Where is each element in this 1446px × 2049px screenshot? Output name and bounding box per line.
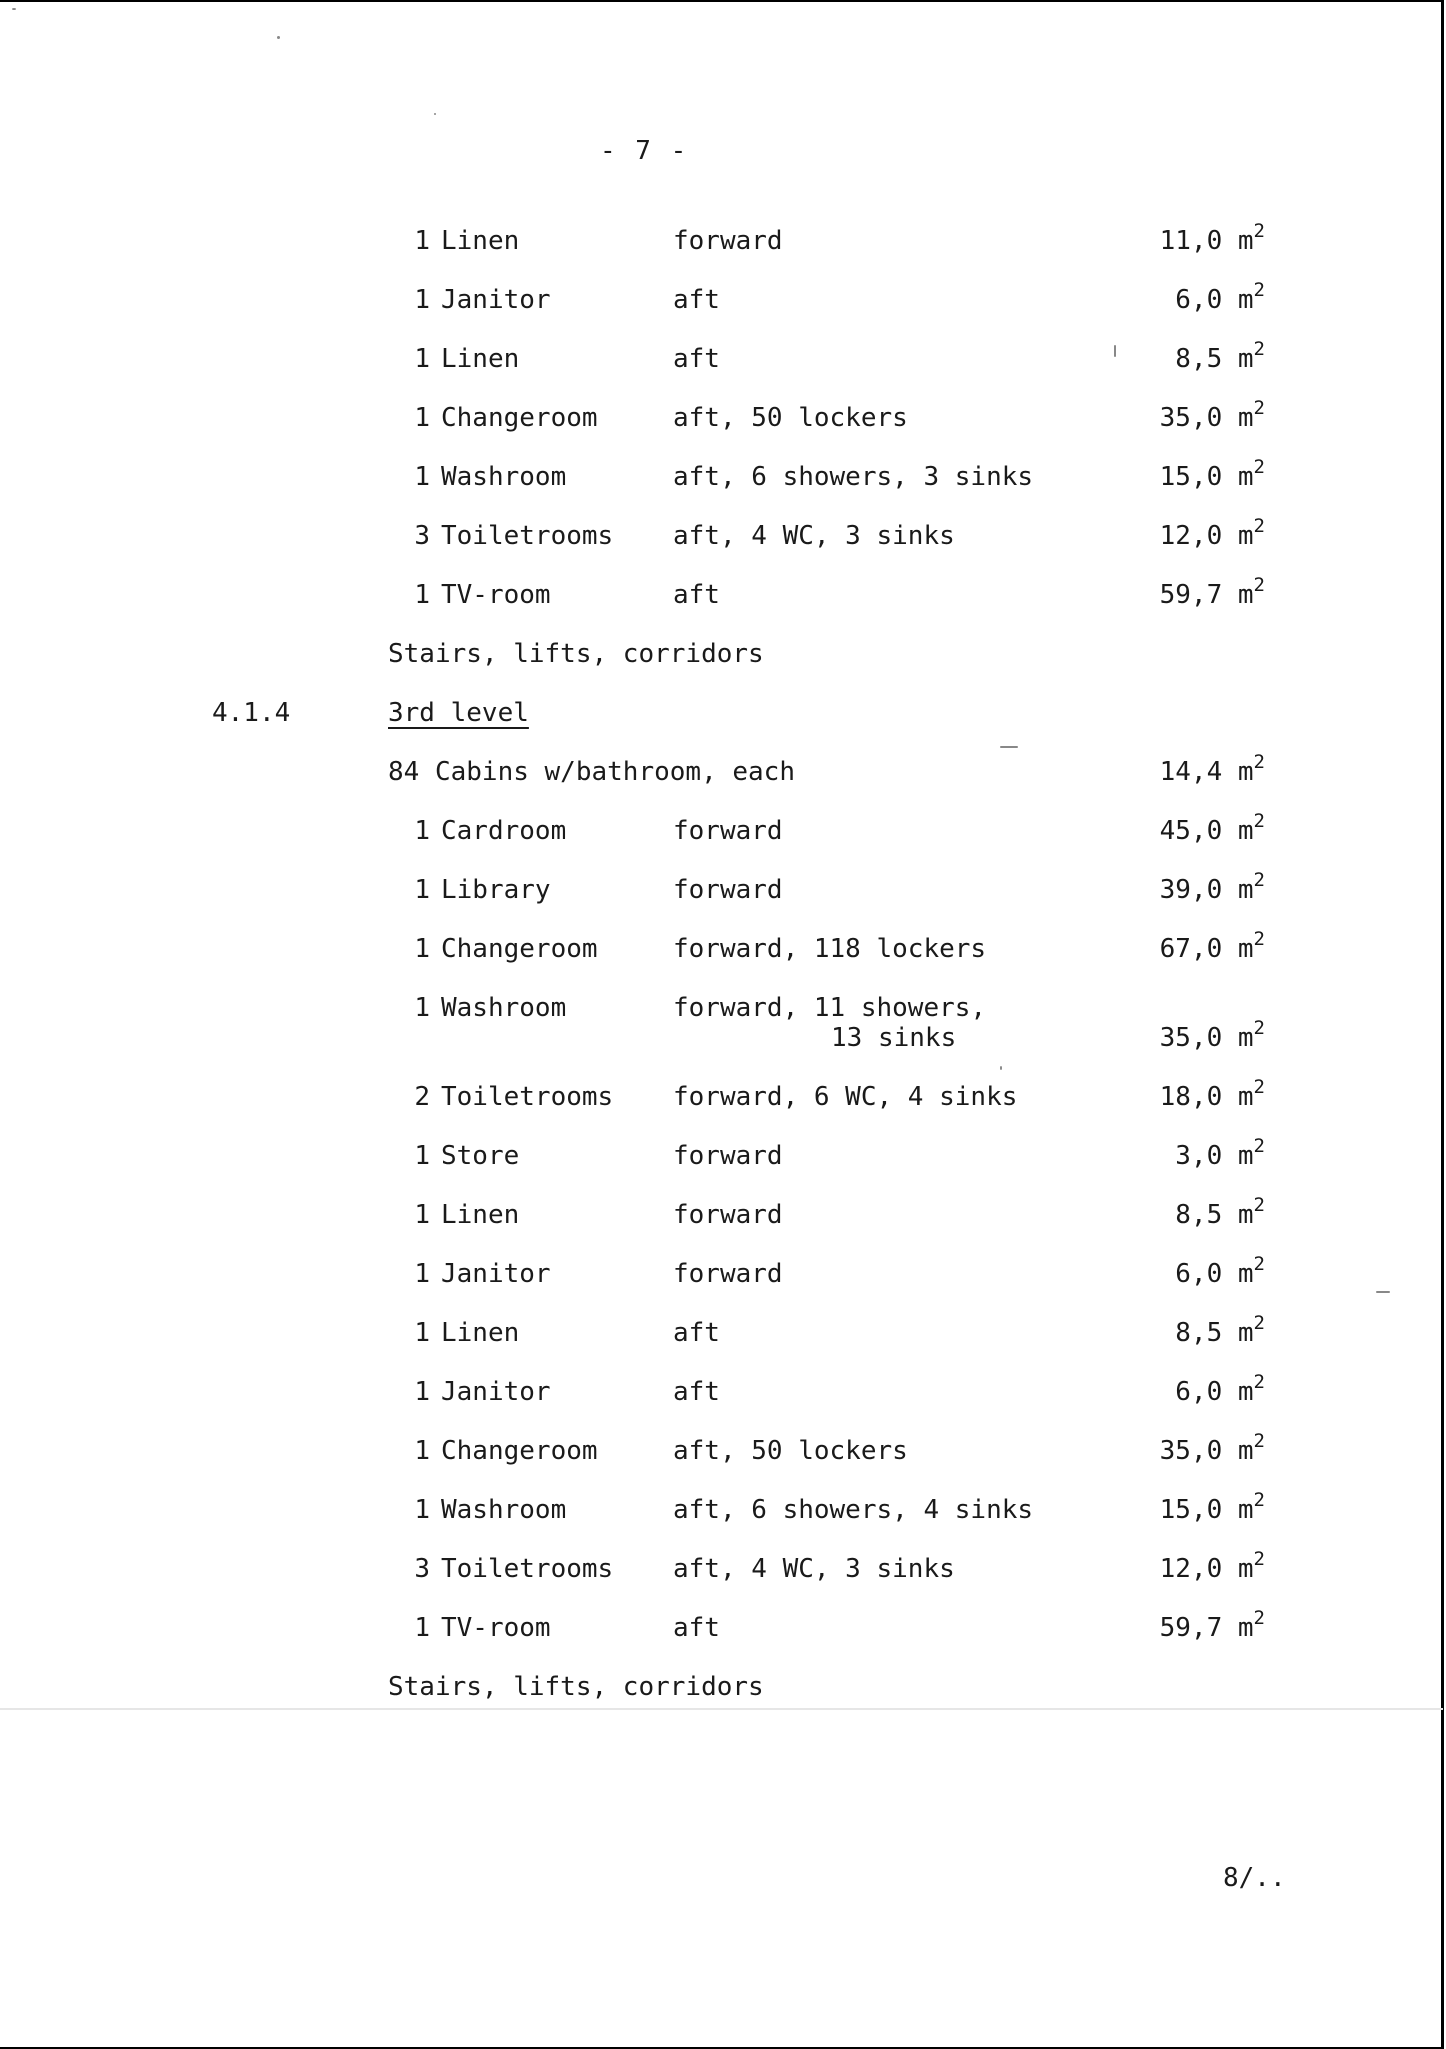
area-unit-exponent: 2 (1253, 1253, 1265, 1275)
area-value: 35,0 m (1159, 403, 1254, 433)
circulation-text: Stairs, lifts, corridors (388, 639, 764, 669)
room-location: aft (673, 344, 720, 374)
circulation-text: Stairs, lifts, corridors (388, 1672, 764, 1702)
cabins-text: 84 Cabins w/bathroom, each (388, 757, 795, 787)
room-quantity: 1 (414, 285, 430, 315)
list-item (0, 993, 1446, 1057)
list-item (0, 869, 1446, 909)
room-location: forward (673, 875, 783, 905)
room-location: aft, 6 showers, 4 sinks (673, 1495, 1034, 1525)
area-value: 45,0 m (1159, 816, 1254, 846)
area-unit-exponent: 2 (1253, 338, 1265, 360)
room-location: aft (673, 1318, 720, 1348)
room-area (1080, 338, 1265, 374)
room-name: TV-room (441, 580, 551, 610)
scan-speck (277, 36, 280, 39)
room-area (1080, 751, 1265, 787)
area-value: 12,0 m (1159, 521, 1254, 551)
list-item (0, 279, 1446, 319)
room-area (1080, 220, 1265, 256)
list-item (0, 515, 1446, 555)
list-item (0, 1607, 1446, 1647)
room-quantity: 1 (414, 993, 430, 1023)
list-item (0, 751, 1446, 791)
room-quantity: 1 (414, 1613, 430, 1643)
list-item (0, 1312, 1446, 1352)
room-location: aft, 50 lockers (673, 403, 908, 433)
room-location: aft, 4 WC, 3 sinks (673, 521, 955, 551)
room-area (1080, 1489, 1265, 1525)
area-value: 35,0 m (1159, 1436, 1254, 1466)
page-number: - 7 - (600, 136, 689, 166)
area-value: 35,0 m (1159, 1023, 1254, 1053)
room-location: forward (673, 1259, 783, 1289)
list-item (0, 1548, 1446, 1588)
area-unit-exponent: 2 (1253, 928, 1265, 950)
circulation-line (0, 639, 1446, 673)
area-value: 39,0 m (1159, 875, 1254, 905)
room-quantity: 1 (414, 1259, 430, 1289)
room-location: aft (673, 1613, 720, 1643)
list-item (0, 1371, 1446, 1411)
room-area (1080, 515, 1265, 551)
area-value: 3,0 m (1175, 1141, 1254, 1171)
list-item (0, 338, 1446, 378)
room-area (1080, 279, 1265, 315)
list-item (0, 1430, 1446, 1470)
section-heading (0, 698, 1446, 732)
room-name: Janitor (441, 1259, 551, 1289)
room-name: Store (441, 1141, 520, 1171)
area-value: 6,0 m (1175, 1259, 1254, 1289)
room-name: Changeroom (441, 403, 598, 433)
area-value: 12,0 m (1159, 1554, 1254, 1584)
room-name: Cardroom (441, 816, 567, 846)
room-name: Toiletrooms (441, 1082, 614, 1112)
area-unit-exponent: 2 (1253, 751, 1265, 773)
area-value: 59,7 m (1159, 580, 1254, 610)
room-name: Linen (441, 344, 520, 374)
room-name: Library (441, 875, 551, 905)
room-name: Toiletrooms (441, 521, 614, 551)
continuation-reference: 8/.. (1223, 1863, 1286, 1893)
area-unit-exponent: 2 (1253, 515, 1265, 537)
list-item (0, 928, 1446, 968)
room-quantity: 3 (414, 1554, 430, 1584)
room-area (1080, 456, 1265, 492)
area-unit-exponent: 2 (1253, 1371, 1265, 1393)
area-unit-exponent: 2 (1253, 1017, 1265, 1039)
area-unit-exponent: 2 (1253, 810, 1265, 832)
room-area (1080, 1607, 1265, 1643)
room-quantity: 1 (414, 816, 430, 846)
room-quantity: 1 (414, 580, 430, 610)
area-value: 8,5 m (1175, 1318, 1254, 1348)
room-quantity: 1 (414, 875, 430, 905)
area-unit-exponent: 2 (1253, 1430, 1265, 1452)
area-unit-exponent: 2 (1253, 456, 1265, 478)
room-quantity: 1 (414, 462, 430, 492)
room-location: aft (673, 1377, 720, 1407)
room-location: aft, 50 lockers (673, 1436, 908, 1466)
area-unit-exponent: 2 (1253, 574, 1265, 596)
room-location: aft (673, 580, 720, 610)
room-name: Washroom (441, 462, 567, 492)
room-location: aft, 4 WC, 3 sinks (673, 1554, 955, 1584)
room-name: Washroom (441, 1495, 567, 1525)
list-item (0, 1135, 1446, 1175)
room-name: Linen (441, 1200, 520, 1230)
room-location-continued: 13 sinks (831, 1023, 957, 1053)
room-location: forward (673, 1200, 783, 1230)
area-value: 14,4 m (1159, 757, 1254, 787)
room-area (1080, 1194, 1265, 1230)
room-area (1080, 397, 1265, 433)
room-quantity: 1 (414, 344, 430, 374)
list-item (0, 1194, 1446, 1234)
room-quantity: 1 (414, 1436, 430, 1466)
scan-speck (1000, 1066, 1002, 1070)
list-item (0, 220, 1446, 260)
area-value: 11,0 m (1159, 226, 1254, 256)
area-value: 18,0 m (1159, 1082, 1254, 1112)
area-unit-exponent: 2 (1253, 1312, 1265, 1334)
area-value: 8,5 m (1175, 1200, 1254, 1230)
room-name: Linen (441, 226, 520, 256)
area-unit-exponent: 2 (1253, 1548, 1265, 1570)
room-name: TV-room (441, 1613, 551, 1643)
room-quantity: 1 (414, 226, 430, 256)
area-value: 15,0 m (1159, 462, 1254, 492)
list-item (0, 1489, 1446, 1529)
room-quantity: 1 (414, 1200, 430, 1230)
room-name: Linen (441, 1318, 520, 1348)
room-quantity: 1 (414, 1141, 430, 1171)
area-value: 8,5 m (1175, 344, 1254, 374)
room-quantity: 1 (414, 934, 430, 964)
area-unit-exponent: 2 (1253, 869, 1265, 891)
room-quantity: 1 (414, 1495, 430, 1525)
section-number: 4.1.4 (212, 698, 291, 728)
area-unit-exponent: 2 (1253, 1489, 1265, 1511)
room-area (1080, 1430, 1265, 1466)
area-value: 15,0 m (1159, 1495, 1254, 1525)
room-area (1080, 1135, 1265, 1171)
room-name: Changeroom (441, 1436, 598, 1466)
room-area (1080, 1253, 1265, 1289)
room-name: Washroom (441, 993, 567, 1023)
room-location: forward, 6 WC, 4 sinks (673, 1082, 1018, 1112)
list-item (0, 574, 1446, 614)
room-location: aft (673, 285, 720, 315)
area-unit-exponent: 2 (1253, 1607, 1265, 1629)
room-name: Janitor (441, 285, 551, 315)
room-quantity: 2 (414, 1082, 430, 1112)
fold-line (0, 1708, 1443, 1710)
room-area (1080, 1017, 1265, 1053)
section-title: 3rd level (388, 698, 529, 728)
area-value: 6,0 m (1175, 285, 1254, 315)
room-area (1080, 574, 1265, 610)
area-value: 6,0 m (1175, 1377, 1254, 1407)
room-quantity: 1 (414, 403, 430, 433)
circulation-line (0, 1672, 1446, 1706)
room-location: forward (673, 1141, 783, 1171)
area-unit-exponent: 2 (1253, 1076, 1265, 1098)
room-area (1080, 810, 1265, 846)
room-location: forward (673, 816, 783, 846)
list-item (0, 397, 1446, 437)
room-name: Janitor (441, 1377, 551, 1407)
scan-speck (434, 113, 436, 115)
room-area (1080, 1076, 1265, 1112)
room-quantity: 3 (414, 521, 430, 551)
room-location: forward, 11 showers, (673, 993, 987, 1023)
area-value: 59,7 m (1159, 1613, 1254, 1643)
room-location: forward (673, 226, 783, 256)
room-name: Toiletrooms (441, 1554, 614, 1584)
list-item (0, 1076, 1446, 1116)
room-area (1080, 1548, 1265, 1584)
area-unit-exponent: 2 (1253, 397, 1265, 419)
area-unit-exponent: 2 (1253, 279, 1265, 301)
list-item (0, 1253, 1446, 1293)
area-value: 67,0 m (1159, 934, 1254, 964)
scan-speck (1000, 746, 1018, 748)
room-quantity: 1 (414, 1377, 430, 1407)
scan-speck (12, 8, 16, 10)
room-area (1080, 1312, 1265, 1348)
room-location: forward, 118 lockers (673, 934, 987, 964)
room-area (1080, 869, 1265, 905)
room-quantity: 1 (414, 1318, 430, 1348)
area-unit-exponent: 2 (1253, 220, 1265, 242)
area-unit-exponent: 2 (1253, 1194, 1265, 1216)
list-item (0, 810, 1446, 850)
area-unit-exponent: 2 (1253, 1135, 1265, 1157)
room-location: aft, 6 showers, 3 sinks (673, 462, 1034, 492)
room-area (1080, 928, 1265, 964)
room-name: Changeroom (441, 934, 598, 964)
list-item (0, 456, 1446, 496)
room-area (1080, 1371, 1265, 1407)
